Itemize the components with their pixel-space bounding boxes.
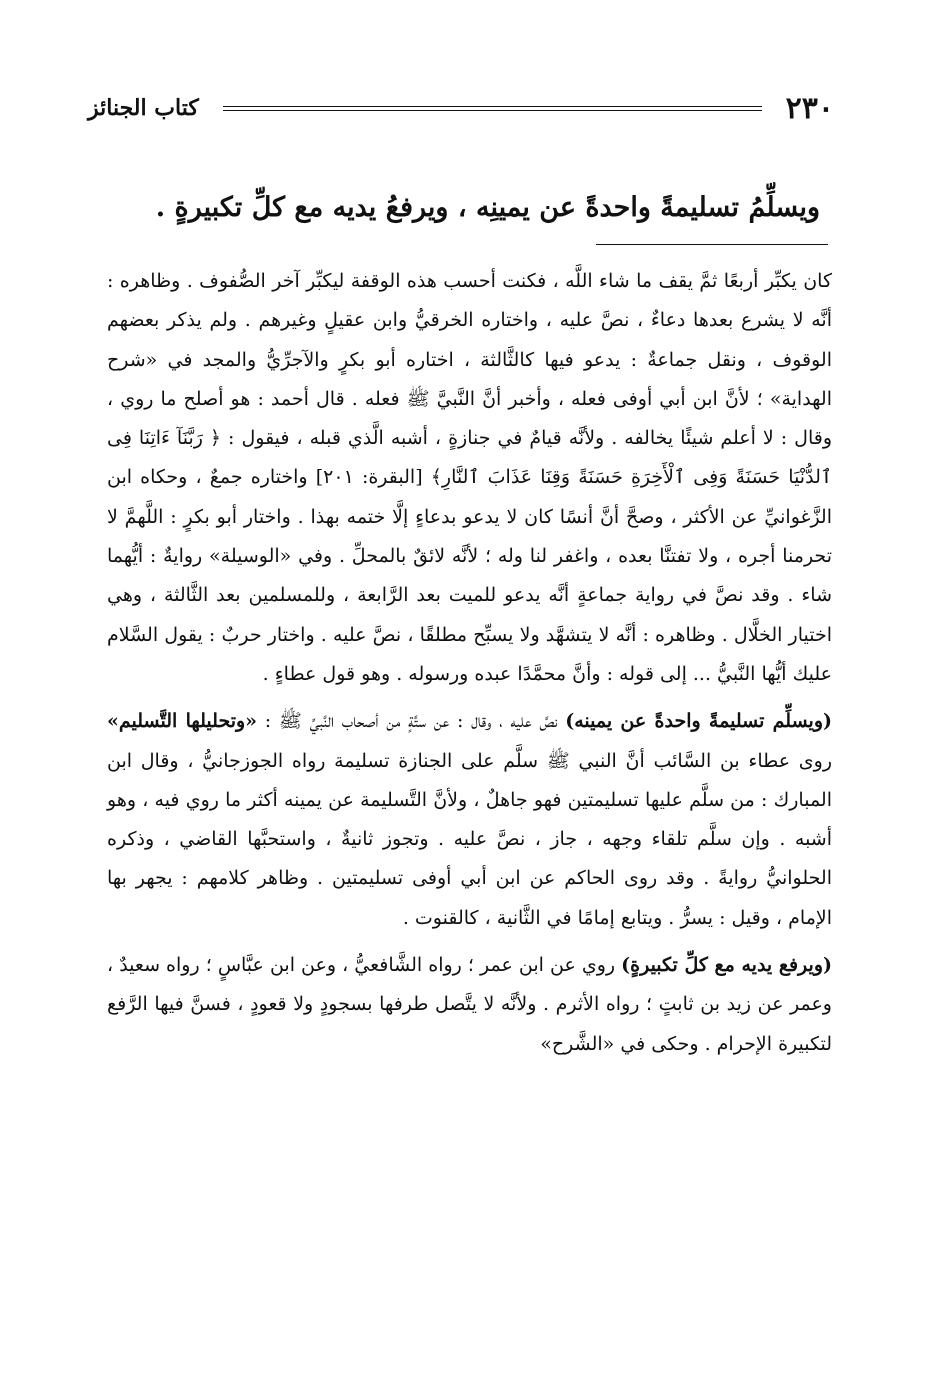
commentary-paragraph (107, 946, 832, 1064)
commentary-paragraph (107, 702, 832, 938)
header-rule (223, 106, 762, 111)
hadith-quote: «وتحليلها التَّسليم» (107, 710, 258, 733)
page-header (88, 86, 834, 130)
paragraph-text: روى عطاء بن السَّائب أنَّ النبي ﷺ سلَّم على الجنازة تسليمة رواه الجوزجانيُّ ، وقال ابن المبارك : من سلَّم عليها تسليمتين فهو جاهلٌ ، ولأنَّ التَّسليمة عن يمينه أكثر ما روي فيه ، وهو أشبه . وإن سلَّم تلقاء وجهه ، جاز ، نصَّ عليه . وتجوز ثانيةٌ ، واستحبَّها القاضي ، وذكره الحلوانيُّ روايةً . وقد روى الحاكم عن ابن أبي أوفى تسليمتين . وظاهر كلامهم : يجهر بها الإمام ، وقيل : يسرُّ . ويتابع إمامًا في الثَّانية ، كالقنوت . (107, 749, 832, 929)
commentary-body (107, 262, 832, 1072)
matn-quote: (ويسلِّم تسليمةً واحدةً عن يمينه) (565, 710, 832, 733)
page-number: ٢٣٠ (785, 90, 834, 126)
commentary-paragraph (107, 262, 832, 694)
matn-text: ويسلِّمُ تسليمةً واحدةً عن يمينِه ، ويرفعُ يديه مع كلِّ تكبيرةٍ . (155, 192, 820, 223)
matn-quote: (ويرفع يديه مع كلِّ تكبيرةٍ) (621, 954, 832, 977)
paragraph-text: نصَّ عليه ، وقال : عن ستَّةٍ من أصحاب النَّبيِّ ﷺ : (257, 710, 566, 733)
matn-separator (596, 244, 828, 245)
paragraph-text: روي عن ابن عمر ؛ رواه الشَّافعيُّ ، وعن ابن عبَّاسٍ ؛ رواه سعيدٌ ، وعمر عن زيد بن ثابتٍ ؛ رواه الأثرم . ولأنَّه لا يتَّصل طرفها بسجودٍ ولا قعودٍ ، فسنَّ فيها الرَّفع لتكبيرة الإحرام . وحكى في «الشَّرح» (107, 954, 832, 1055)
book-title: كتاب الجنائز (88, 95, 199, 121)
paragraph-text: كان يكبِّر أربعًا ثمَّ يقف ما شاء اللَّه ، فكنت أحسب هذه الوقفة ليكبِّر آخر الصُّفوف . وظاهره : أنَّه لا يشرع بعدها دعاءٌ ، نصَّ عليه ، واختاره الخرقيُّ وابن عقيلٍ وغيرهم . ولم يذكر بعضهم الوقوف ، ونقل جماعةٌ : يدعو فيها كالثَّالثة ، اختاره أبو بكرٍ والآجرِّيُّ والمجد في «شرح الهداية» ؛ لأنَّ ابن أبي أوفى فعله ، وأخبر أنَّ النَّبيَّ ﷺ فعله . قال أحمد : هو أصلح ما روي ، وقال : لا أعلم شيئًا يخالفه . ولأنَّه قيامٌ في جنازةٍ ، أشبه الَّذي قبله ، فيقول : ﴿ رَبَّنَآ ءَاتِنَا فِى ٱلدُّنْيَا حَسَنَةً وَفِى ٱلْأَخِرَةِ حَسَنَةً وَقِنَا عَذَابَ ٱلنَّارِ﴾ [البقرة: ٢٠١] واختاره جمعٌ ، وحكاه ابن الزَّغوانيِّ عن الأكثر ، وصحَّ أنَّ أنسًا كان لا يدعو بدعاءٍ إلَّا ختمه بهذا . واختار أبو بكرٍ : اللَّهمَّ لا تحرمنا أجره ، ولا تفتنَّا بعده ، واغفر لنا وله ؛ لأنَّه لائقٌ بالمحلِّ . وفي «الوسيلة» روايةٌ : أيُّهما شاء . وقد نصَّ في رواية جماعةٍ أنَّه يدعو للميت بعد الرَّابعة ، وللمسلمين بعد الثَّالثة ، وهي اختيار الخلَّال . وظاهره : أنَّه لا يتشهَّد ولا يسبِّح مطلقًا ، نصَّ عليه . واختار حربٌ : يقول السَّلام عليك أيُّها النَّبيُّ ... إلى قوله : وأنَّ محمَّدًا عبده ورسوله . وهو قول عطاءٍ . (107, 270, 832, 685)
